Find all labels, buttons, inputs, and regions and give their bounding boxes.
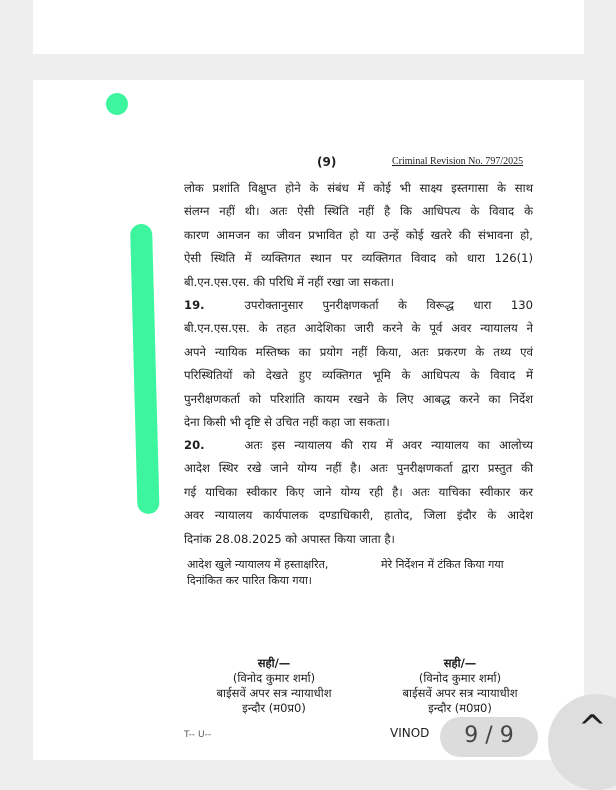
- paragraph-first-line: उपरोक्तानुसार पुनरीक्षणकर्ता के विरूद्ध धारा 130: [244, 298, 533, 312]
- paragraph-number: 20.: [184, 438, 205, 452]
- paragraph-line: लोक प्रशांति विक्षुप्त होने के संबंध में कोई भी साक्ष्य इस्तगासा के साथ: [184, 181, 533, 195]
- paragraph-first-line: अतः इस न्यायालय की राय में अवर न्यायालय का आलोच्य: [244, 438, 533, 452]
- paragraph-line: देना किसी भी दृष्टि से उचित नहीं कहा जा सकता।: [184, 415, 390, 430]
- highlighter-dot-annotation: [106, 93, 128, 115]
- signatory-name: (विनोद कुमार शर्मा): [232, 671, 316, 685]
- paragraph-line: पुनरीक्षणकर्ता को परिशांति कायम रखने के लिए आबद्ध करने का निर्देश: [184, 391, 533, 406]
- signatory-designation: बाईसवें अपर सत्र न्यायाधीश: [216, 686, 332, 700]
- paragraph-line: गई याचिका स्वीकार किए जाने योग्य रही है। अतः याचिका स्वीकार कर: [184, 484, 533, 499]
- intro-paragraph: [184, 177, 533, 294]
- case-number: Criminal Revision No. 797/2025: [392, 156, 524, 167]
- paragraph-line: बी.एन.एस.एस. के तहत आदेशिका जारी करने के पूर्व अवर न्यायालय ने: [184, 321, 533, 336]
- signature-right: [370, 656, 550, 716]
- paragraph-line: आदेश स्थिर रखे जाने योग्य नहीं है। अतः पुनरीक्षणकर्ता द्वारा प्रस्तुत की: [184, 461, 533, 476]
- signed-mark: सही/—: [257, 656, 291, 670]
- paragraph-line: परिस्थितियों को देखते हुए व्यक्तिगत भूमि के आधिपत्य के विवाद में: [184, 368, 533, 383]
- paragraph-line: दिनांक 28.08.2025 को अपास्त किया जाता है।: [184, 531, 395, 546]
- closing-right-line1: मेरे निर्देशन में टंकित किया गया: [381, 558, 504, 571]
- paragraph-line: बी.एन.एस.एस. की परिधि में नहीं रखा जा सकता।: [184, 274, 394, 289]
- footer-partial-left: T-- U--: [184, 730, 212, 740]
- paragraph-line: अवर न्यायालय कार्यपालक दण्डाधिकारी, हातोद, जिला इंदौर के आदेश: [184, 508, 533, 523]
- page-number: (9): [317, 155, 337, 169]
- paragraph-line: अपने न्यायिक मस्तिष्क का प्रयोग नहीं किया, अतः प्रकरण के तथ्य एवं: [184, 344, 533, 359]
- signature-left: [184, 656, 364, 716]
- paragraph-number: 19.: [184, 298, 205, 312]
- closing-left-line2: दिनांकित कर पारित किया गया।: [187, 574, 312, 587]
- signatory-place: इन्दौर (म0प्र0): [242, 701, 306, 715]
- closing-left-line1: आदेश खुले न्यायालय में हस्ताक्षरित,: [187, 558, 329, 571]
- previous-page: [33, 0, 584, 54]
- paragraph-line: [184, 434, 533, 457]
- signatory-place: इन्दौर (म0प्र0): [428, 701, 492, 715]
- paragraph-20: [184, 434, 533, 551]
- paragraph-line: ऐसी स्थिति में व्यक्तिगत स्थान पर व्यक्तिगत विवाद को धारा 126(1): [184, 251, 533, 266]
- signatory-name: (विनोद कुमार शर्मा): [418, 671, 502, 685]
- paragraph-line: [184, 294, 533, 317]
- footer-partial-right: VINOD: [390, 726, 430, 740]
- signed-mark: सही/—: [443, 656, 477, 670]
- chevron-up-icon: ^: [578, 708, 607, 748]
- paragraph-19: [184, 294, 533, 434]
- paragraph-line: संलग्न नहीं थी। अतः ऐसी स्थिति नहीं है कि आधिपत्य के विवाद के: [184, 204, 533, 219]
- paragraph-line: कारण आमजन का जीवन प्रभावित हो या उन्हें कोई खतरे की संभावना हो,: [184, 227, 533, 242]
- page-indicator[interactable]: 9 / 9: [440, 717, 538, 757]
- signatory-designation: बाईसवें अपर सत्र न्यायाधीश: [402, 686, 518, 700]
